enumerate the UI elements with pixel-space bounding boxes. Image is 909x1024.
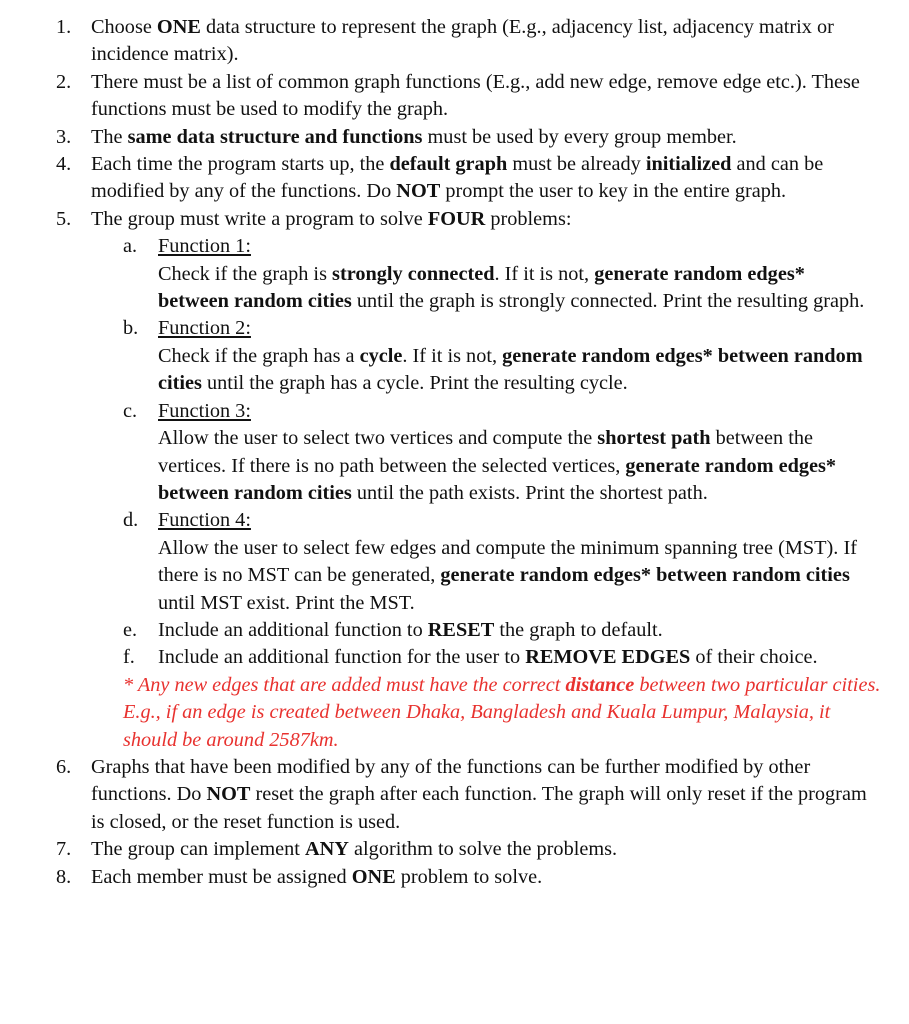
- item-number: 6.: [56, 755, 72, 778]
- item-text: and can be modified by any of the functions. Do: [91, 153, 824, 203]
- sub-item-f: [0, 644, 909, 671]
- item-text: prompt the user to key in the entire graph.: [440, 180, 787, 203]
- sub-item-letter: b.: [123, 317, 139, 340]
- item-text: until the graph is strongly connected. Print the resulting graph.: [351, 290, 865, 313]
- function-title: Function 4:: [158, 509, 251, 532]
- function-title: Function 2:: [158, 317, 251, 340]
- list-item-5: [0, 206, 909, 233]
- item-bold: REMOVE EDGES: [525, 646, 691, 669]
- sub-item-letter: d.: [123, 509, 139, 532]
- item-text: between the vertices. If there is no path between the selected vertices,: [158, 427, 814, 477]
- function-title: Function 1:: [158, 235, 251, 258]
- item-text: Include an additional function to: [158, 618, 428, 641]
- note-text: * Any new edges that are added must have the correct: [123, 673, 566, 696]
- item-bold: generate random edges* between random cities: [158, 454, 837, 504]
- item-text: The group must write a program to solve: [91, 207, 428, 230]
- list-item-3: [0, 124, 909, 151]
- item-text: until the path exists. Print the shortest path.: [351, 481, 708, 504]
- list-item-6: [0, 754, 909, 836]
- item-bold: FOUR: [427, 207, 486, 230]
- item-bold: cycle: [359, 344, 403, 367]
- item-text: of their choice.: [690, 646, 818, 669]
- item-text: Include an additional function for the user to: [158, 646, 526, 669]
- item-bold: initialized: [645, 153, 732, 176]
- sub-item-letter: a.: [123, 235, 138, 258]
- item-text: Check if the graph has a: [158, 344, 360, 367]
- list-item-7: [0, 836, 909, 863]
- sub-item-b: [0, 315, 909, 397]
- sub-item-letter: e.: [123, 618, 138, 641]
- sub-item-d: [0, 507, 909, 617]
- item-bold: shortest path: [597, 427, 711, 450]
- item-text: Graphs that have been modified by any of the functions can be further modified by other functions. Do: [91, 755, 811, 806]
- item-bold: NOT: [206, 783, 251, 806]
- item-bold: ANY: [305, 838, 349, 861]
- item-number: 8.: [56, 865, 72, 888]
- note-text: between two particular cities. E.g., if an edge is created between Dhaka, Bangladesh and Kuala Lumpur, Malaysia, it should be around 2587km.: [123, 673, 881, 751]
- item-text: Check if the graph is: [158, 262, 333, 285]
- item-number: 5.: [56, 207, 72, 230]
- item-text: the graph to default.: [494, 618, 663, 641]
- item-number: 1.: [56, 16, 72, 38]
- item-text: until MST exist. Print the MST.: [158, 591, 415, 614]
- item-number: 7.: [56, 838, 72, 861]
- distance-note: [0, 672, 909, 754]
- item-bold: RESET: [427, 618, 495, 641]
- list-item-1: [0, 14, 909, 69]
- sub-item-letter: f.: [123, 646, 135, 669]
- item-text: The group can implement: [91, 838, 306, 861]
- sub-item-a: [0, 233, 909, 315]
- item-text: until the graph has a cycle. Print the resulting cycle.: [201, 372, 628, 395]
- item-text: problem to solve.: [395, 865, 543, 888]
- list-item-2: [0, 69, 909, 124]
- item-text: Choose: [91, 16, 157, 38]
- function-title: Function 3:: [158, 399, 251, 422]
- sub-item-e: [0, 617, 909, 644]
- item-text: must be used by every group member.: [422, 125, 737, 148]
- item-text: . If it is not,: [402, 344, 503, 367]
- list-item-4: [0, 151, 909, 206]
- item-text: The: [91, 125, 128, 148]
- item-text: Each member must be assigned: [91, 865, 352, 888]
- item-text: must be already: [507, 153, 646, 176]
- item-text: Allow the user to select two vertices and compute the: [158, 427, 598, 450]
- item-text: . If it is not,: [494, 262, 595, 285]
- item-bold: generate random edges* between random cities: [440, 564, 850, 587]
- item-number: 2.: [56, 70, 72, 93]
- item-bold: ONE: [351, 865, 396, 888]
- item-bold: generate random edges* between random cities: [158, 262, 805, 313]
- item-bold: ONE: [156, 16, 201, 38]
- item-text: data structure to represent the graph (E.g., adjacency list, adjacency matrix or incidence matrix).: [91, 16, 834, 66]
- item-text: reset the graph after each function. The graph will only reset if the program is closed, or the reset function is used.: [91, 783, 867, 833]
- sub-item-c: [0, 398, 909, 508]
- item-bold: default graph: [389, 153, 508, 176]
- item-number: 3.: [56, 125, 72, 148]
- item-number: 4.: [56, 153, 72, 176]
- item-text: algorithm to solve the problems.: [348, 838, 618, 861]
- requirements-document: [0, 14, 909, 891]
- item-text: Each time the program starts up, the: [91, 153, 390, 176]
- item-text: There must be a list of common graph functions (E.g., add new edge, remove edge etc.). These functions must be used to modify the graph.: [91, 70, 860, 121]
- sub-item-letter: c.: [123, 399, 138, 422]
- list-item-8: [0, 864, 909, 891]
- item-bold: NOT: [396, 180, 441, 203]
- item-text: Allow the user to select few edges and compute the minimum spanning tree (MST). If there is no MST can be generated,: [158, 536, 857, 587]
- item-bold: strongly connected: [332, 262, 495, 285]
- item-bold: same data structure and functions: [127, 125, 423, 148]
- item-bold: generate random edges* between random cities: [158, 344, 863, 395]
- note-bold: distance: [565, 673, 635, 696]
- item-text: problems:: [485, 207, 572, 230]
